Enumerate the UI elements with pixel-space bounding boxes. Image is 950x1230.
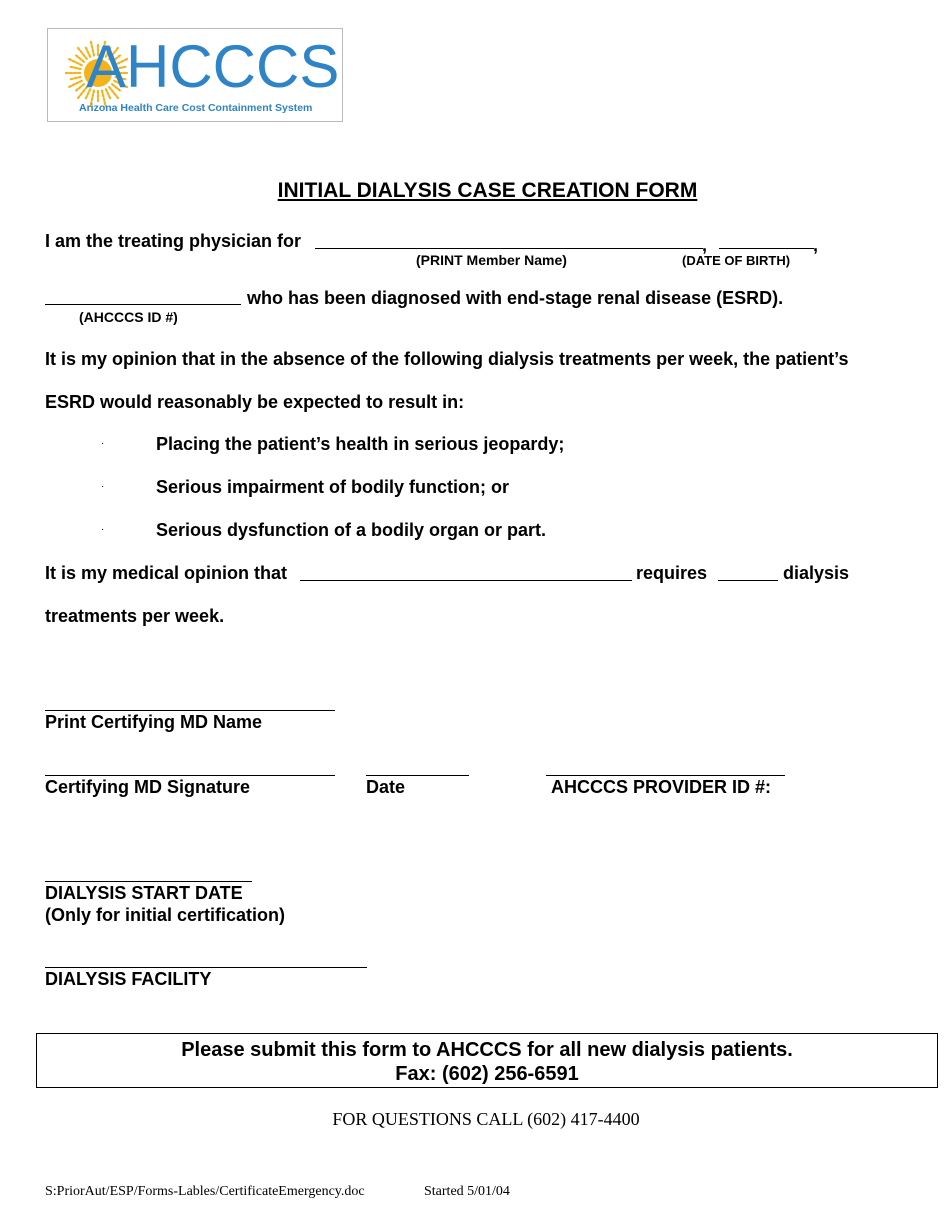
patient-name-field[interactable] <box>300 580 632 581</box>
form-title: INITIAL DIALYSIS CASE CREATION FORM <box>277 179 698 202</box>
start-date-note: (Only for initial certification) <box>45 905 286 925</box>
footer-file-path: S:PriorAut/ESP/Forms-Lables/CertificateEmergency.doc <box>45 1184 365 1199</box>
footer-started-date: Started 5/01/04 <box>424 1184 510 1199</box>
md-signature-label: Certifying MD Signature <box>45 777 251 797</box>
date-label: Date <box>366 777 406 797</box>
start-date-label: DIALYSIS START DATE <box>45 883 243 903</box>
ahcccs-id-label: (AHCCCS ID #) <box>79 309 178 325</box>
provider-id-field[interactable] <box>546 775 785 776</box>
date-of-birth-field[interactable] <box>719 248 814 249</box>
bullet-item-2: Serious impairment of bodily function; or <box>156 477 510 497</box>
ahcccs-id-field[interactable] <box>45 304 241 305</box>
logo-wordmark: AHCCCS <box>86 33 340 100</box>
bullet-icon: · <box>101 481 105 492</box>
diagnosis-text: who has been diagnosed with end-stage renal disease (ESRD). <box>247 288 784 308</box>
facility-label: DIALYSIS FACILITY <box>45 969 212 989</box>
opinion-line-1: It is my opinion that in the absence of the following dialysis treatments per week, the patient’s <box>45 349 849 369</box>
provider-id-label: AHCCCS PROVIDER ID #: <box>551 777 772 797</box>
ahcccs-logo <box>47 28 343 122</box>
comma-2: , <box>813 235 819 255</box>
questions-phone: FOR QUESTIONS CALL (602) 417-4400 <box>332 1109 640 1129</box>
start-date-field[interactable] <box>45 881 252 882</box>
facility-field[interactable] <box>45 967 367 968</box>
bullet-icon: · <box>101 524 105 535</box>
physician-line-prefix: I am the treating physician for <box>45 231 302 251</box>
submit-notice-box <box>36 1033 938 1088</box>
comma-1: , <box>702 235 708 255</box>
medical-opinion-prefix: It is my medical opinion that <box>45 563 288 583</box>
member-name-field[interactable] <box>315 248 703 249</box>
md-name-field[interactable] <box>45 710 335 711</box>
date-field[interactable] <box>366 775 469 776</box>
md-signature-field[interactable] <box>45 775 335 776</box>
bullet-item-1: Placing the patient’s health in serious jeopardy; <box>156 434 565 454</box>
logo-subtitle: Arizona Health Care Cost Containment System <box>79 102 313 114</box>
md-name-label: Print Certifying MD Name <box>45 712 263 732</box>
notice-line-1: Please submit this form to AHCCCS for all new dialysis patients. <box>181 1039 793 1061</box>
dialysis-text: dialysis <box>783 563 850 583</box>
medical-opinion-line-2: treatments per week. <box>45 606 225 626</box>
dob-label: (DATE OF BIRTH) <box>682 253 791 268</box>
bullet-item-3: Serious dysfunction of a bodily organ or part. <box>156 520 547 540</box>
opinion-line-2: ESRD would reasonably be expected to result in: <box>45 392 465 412</box>
bullet-icon: · <box>101 438 105 449</box>
notice-fax: Fax: (602) 256-6591 <box>395 1063 579 1085</box>
treatments-count-field[interactable] <box>718 580 778 581</box>
member-name-label: (PRINT Member Name) <box>416 252 567 268</box>
requires-text: requires <box>636 563 708 583</box>
